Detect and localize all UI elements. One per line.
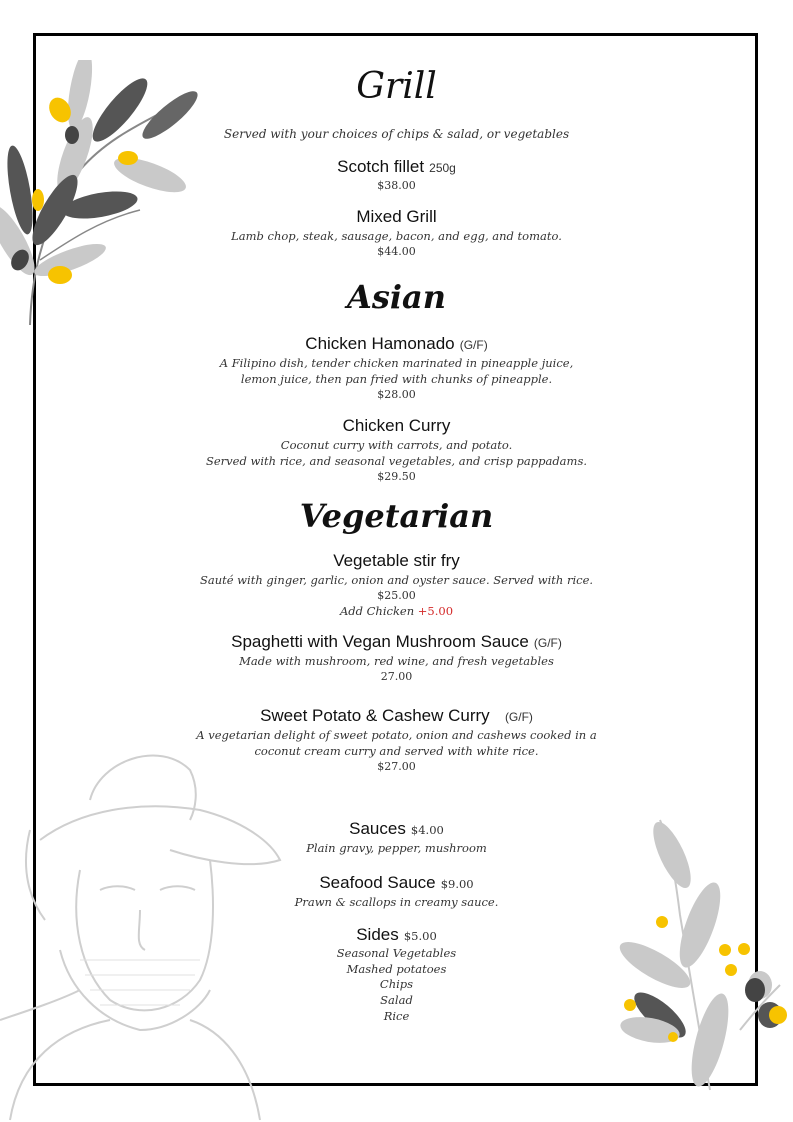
item-name: Seafood Sauce [319,873,436,892]
sides-list-item: Salad [380,993,413,1007]
grill-subtitle: Served with your choices of chips & salad, or vegetables [223,127,570,141]
item-name: Sides [356,925,399,944]
item-description: A Filipino dish, tender chicken marinated in pineapple juice, [219,356,574,370]
item-description: Sauté with ginger, garlic, onion and oyster sauce. Served with rice. [199,573,594,587]
menu-item-mixed-grill: Mixed Grill [356,207,437,226]
section-title-grill: Grill [356,66,437,107]
item-name: Scotch fillet [337,157,425,176]
menu-item-sides [0,925,793,945]
item-description: lemon juice, then pan fried with chunks of pineapple. [240,372,553,386]
item-note: (G/F) [459,338,488,352]
item-description: Lamb chop, steak, sausage, bacon, and egg, and tomato. [231,229,562,243]
menu-item-seafood-sauce [0,873,793,893]
item-name: Sweet Potato & Cashew Curry [260,706,490,725]
item-note: 250g [429,161,456,175]
item-addon [0,604,793,618]
section-title-vegetarian: Vegetarian [299,497,494,535]
item-price: $25.00 [377,589,416,602]
item-name: Sauces [349,819,406,838]
menu-item-vegetable-stir-fry: Vegetable stir fry [333,551,460,570]
item-price: $9.00 [440,877,474,891]
item-price: $27.00 [377,760,416,773]
item-price: 27.00 [380,670,413,683]
item-note: (G/F) [533,636,562,650]
menu-item-sweet-potato-curry [0,706,793,726]
sides-list-item: Seasonal Vegetables [336,946,457,960]
item-description: Prawn & scallops in creamy sauce. [294,895,499,909]
menu-item-chicken-hamonado [0,334,793,354]
addon-label: Add Chicken [339,604,415,618]
item-name: Chicken Hamonado [305,334,455,353]
item-description: Served with rice, and seasonal vegetables, and crisp pappadams. [206,454,587,468]
item-name: Spaghetti with Vegan Mushroom Sauce [231,632,529,651]
item-price: $29.50 [377,470,416,483]
menu-item-scotch-fillet [0,157,793,177]
sides-list-item: Chips [379,977,414,991]
addon-price: +5.00 [417,604,454,618]
section-title-asian: Asian [347,278,446,316]
item-description: Made with mushroom, red wine, and fresh vegetables [239,654,554,668]
item-price: $44.00 [377,245,416,258]
item-note: (G/F) [504,710,533,724]
item-description: Coconut curry with carrots, and potato. [280,438,513,452]
menu-item-chicken-curry: Chicken Curry [342,416,451,435]
item-price: $4.00 [410,823,444,837]
menu-item-spaghetti [0,632,793,652]
item-description: Plain gravy, pepper, mushroom [306,841,487,855]
item-description: coconut cream curry and served with white rice. [254,744,539,758]
sides-list-item: Rice [383,1009,410,1023]
item-price: $28.00 [377,388,416,401]
item-price: $38.00 [377,179,416,192]
sides-list-item: Mashed potatoes [346,962,447,976]
item-price: $5.00 [403,929,437,943]
item-description: A vegetarian delight of sweet potato, onion and cashews cooked in a [196,728,597,742]
menu-item-sauces [0,819,793,839]
